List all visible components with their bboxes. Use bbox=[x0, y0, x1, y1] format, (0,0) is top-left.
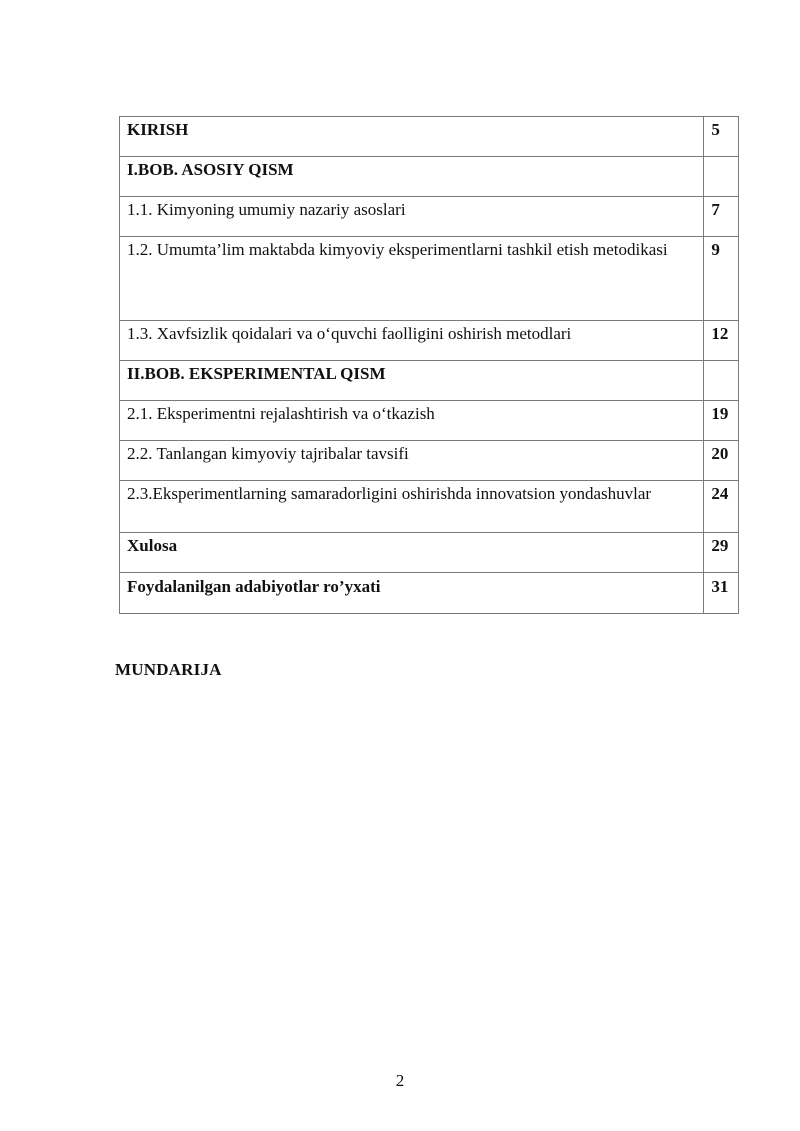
document-heading: MUNDARIJA bbox=[115, 660, 222, 679]
toc-entry-title: Foydalanilgan adabiyotlar ro’yxati bbox=[120, 573, 704, 614]
toc-entry-page: 31 bbox=[704, 573, 739, 614]
table-of-contents bbox=[119, 116, 739, 614]
toc-row bbox=[120, 117, 739, 157]
toc-row bbox=[120, 237, 739, 321]
toc-entry-title: 1.1. Kimyoning umumiy nazariy asoslari bbox=[120, 197, 704, 237]
toc-row bbox=[120, 441, 739, 481]
page-number: 2 bbox=[395, 1071, 405, 1090]
toc-entry-page: 12 bbox=[704, 321, 739, 361]
toc-entry-page bbox=[704, 157, 739, 197]
toc-entry-title: KIRISH bbox=[120, 117, 704, 157]
toc-entry-title: 2.1. Eksperimentni rejalashtirish va o‘tkazish bbox=[120, 401, 704, 441]
toc-row bbox=[120, 573, 739, 614]
toc-entry-title: Xulosa bbox=[120, 533, 704, 573]
toc-entry-page: 20 bbox=[704, 441, 739, 481]
toc-entry-title: I.BOB. ASOSIY QISM bbox=[120, 157, 704, 197]
toc-row bbox=[120, 401, 739, 441]
toc-row bbox=[120, 197, 739, 237]
toc-entry-page: 24 bbox=[704, 481, 739, 533]
toc-entry-title: II.BOB. EKSPERIMENTAL QISM bbox=[120, 361, 704, 401]
toc-entry-title: 1.3. Xavfsizlik qoidalari va o‘quvchi faolligini oshirish metodlari bbox=[120, 321, 704, 361]
toc-entry-page: 9 bbox=[704, 237, 739, 321]
toc-row bbox=[120, 533, 739, 573]
toc-entry-page: 29 bbox=[704, 533, 739, 573]
toc-row bbox=[120, 361, 739, 401]
toc-entry-title: 1.2. Umumta’lim maktabda kimyoviy eksperimentlarni tashkil etish metodikasi bbox=[120, 237, 704, 321]
toc-entry-page: 5 bbox=[704, 117, 739, 157]
toc-entry-page: 7 bbox=[704, 197, 739, 237]
toc-entry-page: 19 bbox=[704, 401, 739, 441]
toc-entry-title: 2.2. Tanlangan kimyoviy tajribalar tavsifi bbox=[120, 441, 704, 481]
toc-entry-title: 2.3.Eksperimentlarning samaradorligini oshirishda innovatsion yondashuvlar bbox=[120, 481, 704, 533]
toc-row bbox=[120, 157, 739, 197]
toc-row bbox=[120, 321, 739, 361]
toc-row bbox=[120, 481, 739, 533]
toc-entry-page bbox=[704, 361, 739, 401]
